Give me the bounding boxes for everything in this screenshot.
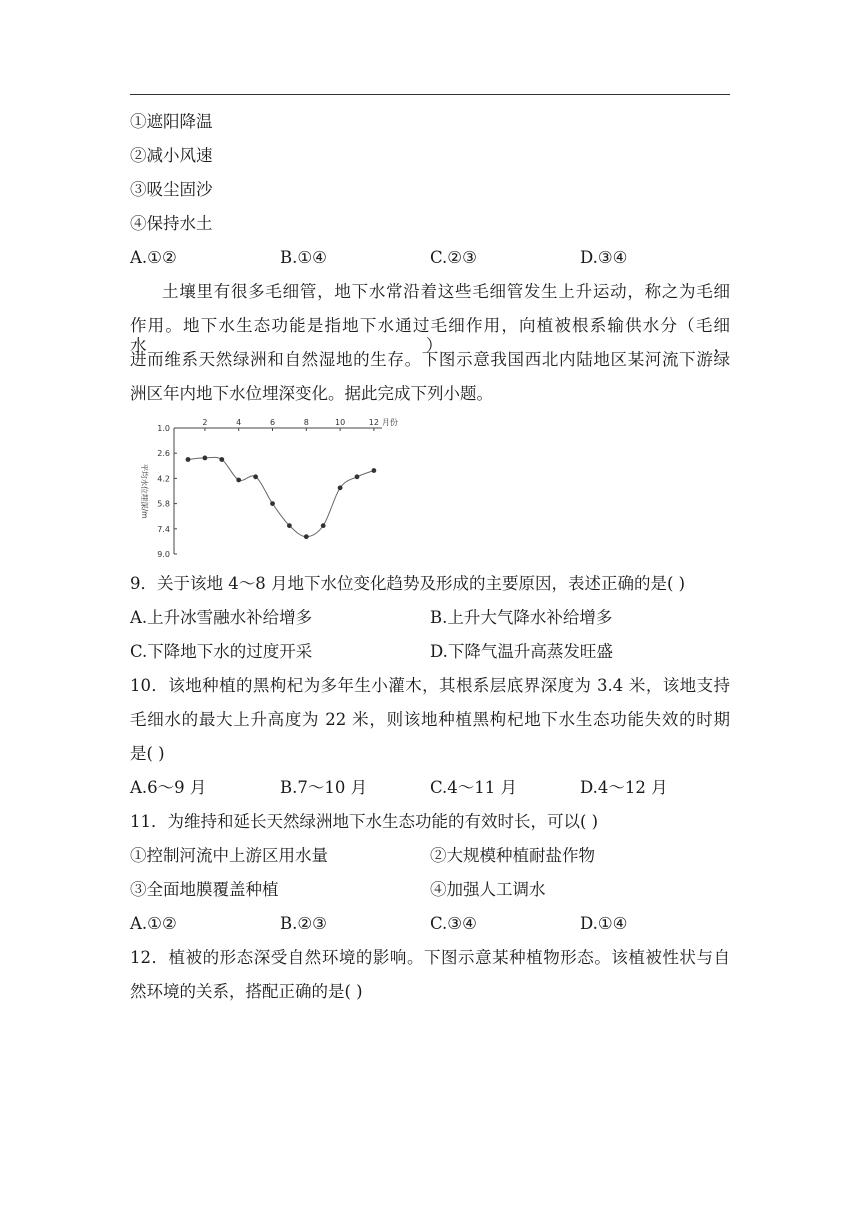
- y-tick-label: 7.4: [157, 524, 170, 534]
- q10-choice-c: C.4～11 月: [430, 778, 518, 797]
- passage-line-3: 进而维系天然绿洲和自然湿地的生存。下图示意我国西北内陆地区某河流下游绿: [130, 350, 730, 369]
- data-point: [372, 468, 377, 473]
- y-axis-label: 平均水位埋深/m: [140, 463, 149, 519]
- data-point: [338, 485, 343, 490]
- x-tick-label: 8: [303, 418, 309, 427]
- q11-choice-d: D.①④: [580, 914, 628, 933]
- x-tick-label: 4: [236, 418, 242, 427]
- data-point: [321, 523, 326, 528]
- q10-choice-a: A.6～9 月: [130, 778, 207, 797]
- q9-choice-d: D.下降气温升高蒸发旺盛: [430, 642, 613, 661]
- passage-line-2: 作用。地下水生态功能是指地下水通过毛细作用，向植被根系输供水分（毛细水），: [130, 316, 730, 355]
- q9-choice-b: B.上升大气降水补给增多: [430, 608, 613, 627]
- x-axis-unit: 月份: [381, 418, 398, 427]
- data-point: [355, 474, 360, 479]
- q8-choice-a: A.①②: [130, 248, 177, 267]
- q11-option-4: ④加强人工调水: [430, 880, 546, 899]
- q10-stem-line-1: 10．该地种植的黑枸杞为多年生小灌木，其根系层底界深度为 3.4 米，该地支持: [130, 676, 730, 695]
- q12-stem-line-1: 12．植被的形态深受自然环境的影响。下图示意某种植物形态。该植被性状与自: [130, 948, 730, 967]
- data-point: [203, 456, 208, 461]
- q9-stem: 9．关于该地 4～8 月地下水位变化趋势及形成的主要原因，表述正确的是( ): [130, 574, 686, 593]
- q8-choice-c: C.②③: [430, 248, 477, 267]
- y-tick-label: 1.0: [157, 424, 170, 433]
- option-2: ②减小风速: [130, 146, 213, 165]
- passage-line-1: 土壤里有很多毛细管，地下水常沿着这些毛细管发生上升运动，称之为毛细: [162, 282, 730, 301]
- data-point: [304, 534, 309, 539]
- x-tick-label: 10: [335, 418, 346, 427]
- data-point: [186, 457, 191, 462]
- option-1: ①遮阳降温: [130, 112, 213, 131]
- q12-stem-line-2: 然环境的关系，搭配正确的是( ): [130, 982, 363, 1001]
- q10-choice-d: D.4～12 月: [580, 778, 668, 797]
- q9-choice-a: A.上升冰雪融水补给增多: [130, 608, 313, 627]
- x-tick-label: 6: [269, 418, 276, 427]
- data-point: [253, 474, 258, 479]
- option-3: ③吸尘固沙: [130, 180, 213, 199]
- q11-choice-a: A.①②: [130, 914, 177, 933]
- q8-choice-b: B.①④: [280, 248, 327, 267]
- header-rule: [130, 94, 730, 95]
- option-4: ④保持水土: [130, 214, 213, 233]
- x-tick-label: 2: [202, 418, 208, 427]
- x-tick-label: 12: [368, 418, 379, 427]
- y-tick-label: 2.6: [157, 449, 170, 459]
- q9-choice-c: C.下降地下水的过度开采: [130, 642, 313, 661]
- groundwater-depth-chart: [130, 416, 400, 562]
- depth-curve: [188, 457, 374, 536]
- y-tick-label: 4.2: [157, 474, 170, 484]
- q11-choice-b: B.②③: [280, 914, 327, 933]
- q8-choice-d: D.③④: [580, 248, 628, 267]
- data-point: [219, 457, 224, 462]
- q11-choice-c: C.③④: [430, 914, 477, 933]
- data-point: [236, 478, 241, 483]
- data-point: [270, 501, 275, 506]
- passage-line-4: 洲区年内地下水位埋深变化。据此完成下列小题。: [130, 384, 493, 403]
- q11-option-2: ②大规模种植耐盐作物: [430, 846, 595, 865]
- y-tick-label: 9.0: [157, 550, 170, 559]
- q10-stem-line-2: 毛细水的最大上升高度为 22 米，则该地种植黑枸杞地下水生态功能失效的时期: [130, 710, 730, 729]
- q11-option-3: ③全面地膜覆盖种植: [130, 880, 279, 899]
- y-tick-label: 5.8: [157, 499, 170, 509]
- q10-stem-line-3: 是( ): [130, 744, 165, 763]
- q10-choice-b: B.7～10 月: [280, 778, 368, 797]
- q11-stem: 11．为维持和延长天然绿洲地下水生态功能的有效时长，可以( ): [130, 812, 599, 831]
- q11-option-1: ①控制河流中上游区用水量: [130, 846, 328, 865]
- data-point: [287, 523, 292, 528]
